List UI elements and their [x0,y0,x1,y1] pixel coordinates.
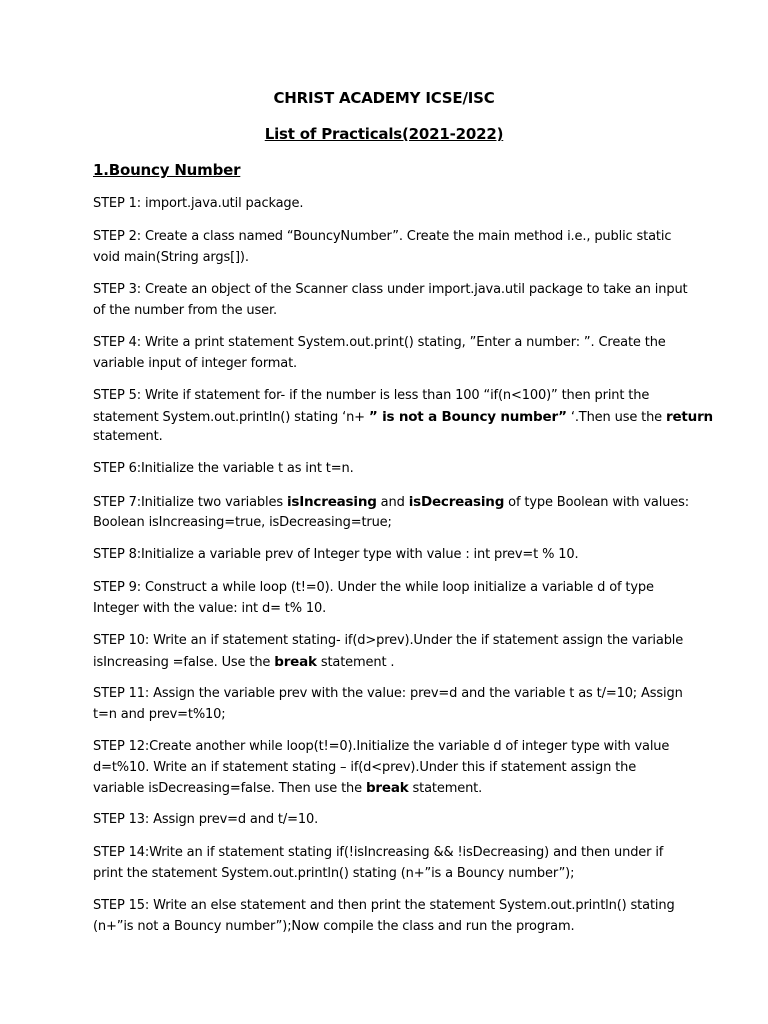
step-13 [93,810,683,831]
step-text: STEP 10: Write an if statement stating- if(d>prev).Under the if statement assign the variable [93,633,684,648]
step-text: STEP 5: Write if statement for- if the number is less than 100 “if(n<100)” then print the [93,388,650,403]
step-line [93,631,683,652]
step-line [93,301,683,322]
step-7 [93,492,689,533]
step-text: ‘.Then use the [566,409,667,425]
step-line [93,737,683,758]
step-line [93,280,688,301]
step-text: STEP 12:Create another while loop(t!=0).Initialize the variable d of integer type with value [93,739,670,754]
step-line [93,578,683,599]
step-line [93,684,683,705]
practicals-subtitle: List of Practicals(2021-2022) [264,125,504,143]
step-text: t=n and prev=t%10; [93,706,226,722]
bold-keyword: break [274,653,317,670]
step-8 [93,545,683,566]
step-line [93,407,713,428]
step-line [93,864,683,885]
step-line [93,427,683,448]
step-text: variable isDecreasing=false. Then use the [93,781,366,796]
bold-keyword: ” is not a Bouncy number” [368,408,567,425]
step-text: STEP 6:Initialize the variable t as int t=n. [93,461,354,476]
step-text: statement System.out.println() stating ‘n+ [93,409,369,425]
school-title: CHRIST ACADEMY ICSE/ISC [273,89,495,107]
step-10 [93,631,683,672]
step-line [93,248,683,269]
step-text: STEP 9: Construct a while loop (t!=0). Under the while loop initialize a variable d of type [93,580,654,595]
step-text: STEP 2: Create a class named “BouncyNumber”. Create the main method i.e., public static [93,229,672,244]
step-line [93,705,683,726]
step-text: Boolean isIncreasing=true, isDecreasing=true; [93,514,392,530]
step-line [93,492,689,513]
step-11 [93,684,683,725]
step-text: variable input of integer format. [93,355,298,371]
step-text: Integer with the value: int d= t% 10. [93,600,327,616]
bold-keyword: isIncreasing [286,494,377,510]
step-text: of the number from the user. [93,302,277,318]
step-line [93,896,683,917]
step-9 [93,578,683,619]
step-text: STEP 1: import.java.util package. [93,196,304,211]
step-line [93,843,683,864]
step-text: and [376,495,409,510]
step-text: void main(String args[]). [93,249,249,265]
step-1 [93,194,683,215]
step-text: STEP 14:Write an if statement stating if(!isIncreasing && !isDecreasing) and then under if [93,845,664,860]
step-line [93,386,683,407]
step-text: STEP 7:Initialize two variables [93,495,287,510]
step-12 [93,737,683,799]
step-text: STEP 11: Assign the variable prev with the value: prev=d and the variable t as t/=10; Assign [93,686,683,701]
step-line [93,354,683,375]
step-14 [93,843,683,884]
step-text: isIncreasing =false. Use the [93,654,275,670]
step-5 [93,386,713,448]
step-line [93,917,683,938]
step-line [93,758,683,779]
step-line [93,333,683,354]
step-text: STEP 13: Assign prev=d and t/=10. [93,812,319,827]
step-4 [93,333,683,374]
step-15 [93,896,683,937]
step-text: STEP 4: Write a print statement System.out.print() stating, ”Enter a number: ”. Create the [93,335,666,350]
step-text: print the statement System.out.println() stating (n+”is a Bouncy number”); [93,865,575,881]
step-text: statement . [316,654,395,670]
step-2 [93,227,683,268]
step-text: d=t%10. Write an if statement stating – if(d<prev).Under this if statement assign the [93,759,637,775]
step-text: STEP 15: Write an else statement and then print the statement System.out.println() stating [93,898,675,913]
step-text: (n+”is not a Bouncy number”);Now compile the class and run the program. [93,918,575,934]
step-6 [93,459,683,480]
step-3 [93,280,688,321]
step-line [93,599,683,620]
bold-keyword: isDecreasing [408,494,505,510]
step-line [93,810,683,831]
step-text: statement. [93,429,163,444]
step-line [93,778,683,799]
step-line [93,652,683,673]
step-line [93,459,683,480]
bold-keyword: return [666,408,713,425]
step-text: statement. [408,781,483,796]
step-line [93,227,683,248]
step-line [93,194,683,215]
step-text: STEP 8:Initialize a variable prev of Integer type with value : int prev=t % 10. [93,547,579,562]
bold-keyword: break [365,780,409,796]
section-heading: 1.Bouncy Number [93,161,241,179]
step-line [93,513,683,534]
step-text: of type Boolean with values: [504,495,689,510]
step-text: STEP 3: Create an object of the Scanner class under import.java.util package to take an input [93,282,688,297]
step-line [93,545,683,566]
